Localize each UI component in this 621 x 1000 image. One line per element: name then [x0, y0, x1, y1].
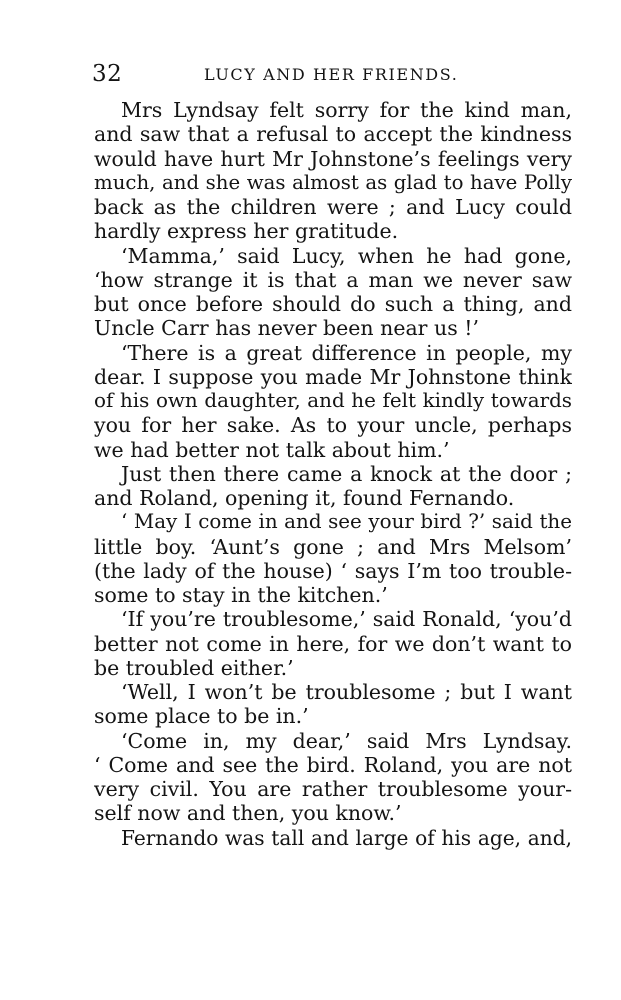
- text-line: ‘Well, I won’t be troublesome ; but I want: [121, 680, 572, 704]
- text-line: some place to be in.’: [94, 704, 309, 729]
- page-header: [92, 56, 570, 92]
- text-line: Mrs Lyndsay felt sorry for the kind man,: [121, 98, 572, 122]
- text-line: better not come in here, for we don’t want to: [94, 631, 572, 656]
- text-line: much, and she was almost as glad to have Polly: [94, 170, 572, 194]
- text-line: Just then there came a knock at the door ;: [121, 461, 572, 486]
- text-line: and Roland, opening it, found Fernando.: [94, 486, 515, 510]
- text-line: ‘ May I come in and see your bird ?’ said the: [121, 510, 572, 534]
- body-text: [94, 98, 572, 850]
- text-line: of his own daughter, and he felt kindly towards: [94, 389, 572, 412]
- text-line: ‘ Come and see the bird. Roland, you are not: [94, 752, 572, 777]
- text-line: dear. I suppose you made Mr Johnstone think: [94, 364, 572, 389]
- text-line: ‘Come in, my dear,’ said Mrs Lyndsay.: [121, 728, 572, 753]
- text-line: hardly express her gratitude.: [94, 219, 399, 244]
- text-line: ‘how strange it is that a man we never saw: [94, 267, 572, 292]
- text-line: back as the children were ; and Lucy could: [94, 195, 572, 219]
- text-line: Fernando was tall and large of his age, and,: [121, 825, 572, 850]
- text-line: be troubled either.’: [94, 655, 294, 680]
- text-line: would have hurt Mr Johnstone’s feelings very: [94, 146, 572, 171]
- text-line: very civil. You are rather troublesome your-: [94, 777, 572, 801]
- text-line: ‘There is a great difference in people, my: [121, 340, 572, 365]
- text-line: (the lady of the house) ‘ says I’m too trouble-: [94, 558, 572, 583]
- text-line: self now and then, you know.’: [94, 801, 402, 826]
- text-line: but once before should do such a thing, and: [94, 292, 572, 316]
- running-title: LUCY AND HER FRIENDS.: [204, 65, 459, 84]
- text-line: ‘If you’re troublesome,’ said Ronald, ‘you’d: [121, 607, 572, 632]
- text-line: we had better not talk about him.’: [94, 437, 450, 462]
- text-line: ‘Mamma,’ said Lucy, when he had gone,: [121, 243, 572, 268]
- text-line: Uncle Carr has never been near us !’: [94, 316, 479, 341]
- text-line: you for her sake. As to your uncle, perhaps: [94, 413, 572, 438]
- text-line: and saw that a refusal to accept the kindness: [94, 122, 572, 147]
- page-number: 32: [92, 61, 123, 87]
- text-line: little boy. ‘Aunt’s gone ; and Mrs Melsom’: [94, 534, 572, 559]
- text-line: some to stay in the kitchen.’: [94, 583, 388, 607]
